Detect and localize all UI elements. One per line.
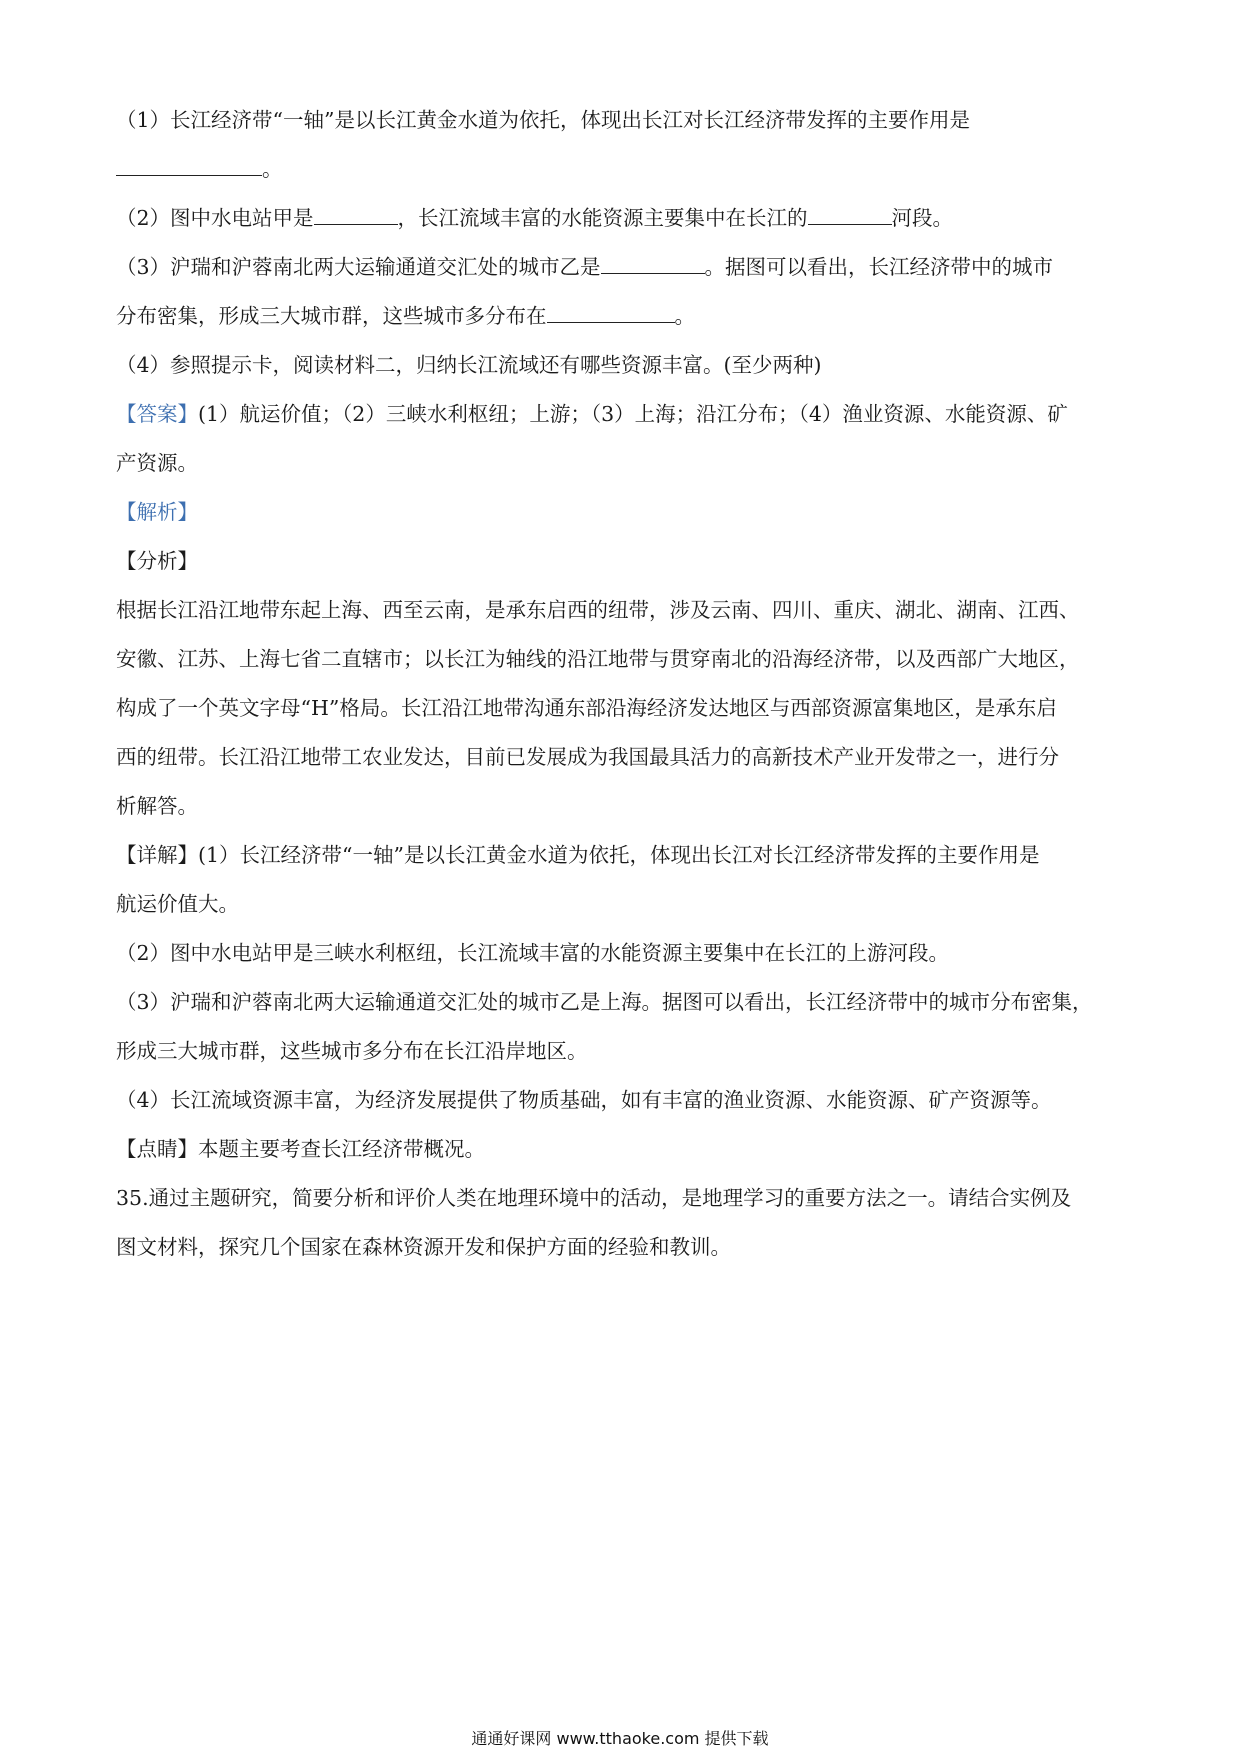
detail-part-2: （2）图中水电站甲是三峡水利枢纽，长江流域丰富的水能资源主要集中在长江的上游河段。 [116, 941, 950, 965]
answer-text: (1）航运价值；（2）三峡水利枢纽；上游；（3）上海；沿江分布；（4）渔业资源、水能资源、矿 [198, 402, 1068, 426]
question-1-line-1: （1）长江经济带“一轴”是以长江黄金水道为依托，体现出长江对长江经济带发挥的主要作用是 [116, 108, 971, 132]
question-3-line-1 [116, 243, 1126, 292]
question-35-line-2: 图文材料，探究几个国家在森林资源开发和保护方面的经验和教训。 [116, 1235, 731, 1259]
question-3-line-2 [116, 292, 1126, 341]
fenxi-line: 析解答。 [116, 794, 198, 818]
fenxi-line: 安徽、江苏、上海七省二直辖市；以长江为轴线的沿江地带与贯穿南北的沿海经济带，以及西部广大地区， [116, 647, 1080, 671]
answer-line-2: 产资源。 [116, 451, 198, 475]
answer-blank[interactable] [116, 149, 262, 176]
question-2 [116, 194, 1126, 243]
answer-blank[interactable] [808, 198, 892, 225]
answer-tag: 【答案】 [116, 402, 198, 426]
question-3-part-a: （3）沪瑞和沪蓉南北两大运输通道交汇处的城市乙是 [116, 255, 601, 279]
detail-text: (1）长江经济带“一轴”是以长江黄金水道为依托，体现出长江对长江经济带发挥的主要作用是 [198, 843, 1040, 867]
analysis-tag: 【解析】 [116, 500, 198, 524]
question-1-end: 。 [262, 157, 283, 181]
page-footer: 通通好课网 www.tthaoke.com 提供下载 [471, 1729, 769, 1748]
answer-blank[interactable] [314, 198, 398, 225]
question-2-part-b: ，长江流域丰富的水能资源主要集中在长江的 [397, 206, 808, 230]
detail-part-4: （4）长江流域资源丰富，为经济发展提供了物质基础，如有丰富的渔业资源、水能资源、矿产资源等。 [116, 1088, 1052, 1112]
detail-tag: 【详解】 [116, 843, 198, 867]
answer-blank[interactable] [547, 296, 675, 323]
fenxi-line: 根据长江沿江地带东起上海、西至云南，是承东启西的纽带，涉及云南、四川、重庆、湖北、湖南、江西、 [116, 598, 1080, 622]
fenxi-line: 构成了一个英文字母“H”格局。长江沿江地带沟通东部沿海经济发达地区与西部资源富集地区，是承东启 [116, 696, 1057, 720]
question-2-part-a: （2）图中水电站甲是 [116, 206, 314, 230]
answer-blank[interactable] [601, 247, 705, 274]
question-3-part-b: 。据图可以看出，长江经济带中的城市 [704, 255, 1054, 279]
question-35-line-1: 35.通过主题研究，简要分析和评价人类在地理环境中的活动，是地理学习的重要方法之一。请结合实例及 [116, 1186, 1072, 1210]
document-body [116, 96, 1126, 1272]
fenxi-tag: 【分析】 [116, 549, 198, 573]
fenxi-line: 西的纽带。长江沿江地带工农业发达，目前已发展成为我国最具活力的高新技术产业开发带之一，进行分 [116, 745, 1059, 769]
answer-line-1 [116, 390, 1126, 439]
question-3-part-d: 。 [674, 304, 695, 328]
detail-line-2: 航运价值大。 [116, 892, 239, 916]
detail-part-3-line-1: （3）沪瑞和沪蓉南北两大运输通道交汇处的城市乙是上海。据图可以看出，长江经济带中的城市分布密集， [116, 990, 1093, 1014]
detail-line-1 [116, 831, 1126, 880]
question-4: （4）参照提示卡，阅读材料二，归纳长江流域还有哪些资源丰富。(至少两种) [116, 353, 822, 377]
comment: 【点睛】本题主要考查长江经济带概况。 [116, 1137, 485, 1161]
detail-part-3-line-2: 形成三大城市群，这些城市多分布在长江沿岸地区。 [116, 1039, 588, 1063]
question-3-part-c: 分布密集，形成三大城市群，这些城市多分布在 [116, 304, 547, 328]
question-1-line-2 [116, 145, 1126, 194]
question-2-part-c: 河段。 [891, 206, 954, 230]
